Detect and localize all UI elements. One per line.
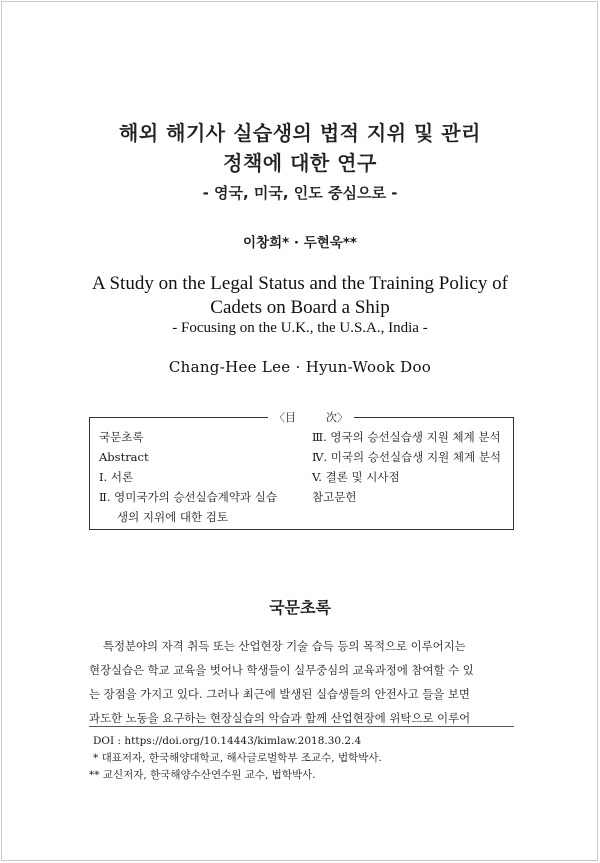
toc-right-column [312,427,501,507]
toc-item[interactable]: Ⅳ. 미국의 승선실습생 지원 체계 분석 [312,450,501,464]
toc-left-column [99,427,277,527]
abstract-line: 과도한 노동을 요구하는 현장실습의 악습과 함께 산업현장에 위탁으로 이루어 [89,711,471,725]
doi-footnote[interactable]: DOI : https://doi.org/10.14443/kimlaw.2018.30.2.4 [93,735,362,747]
toc-heading-right: 次〉 [326,411,348,424]
english-authors: Chang-Hee Lee · Hyun-Wook Doo [168,358,432,376]
toc-item[interactable]: 참고문헌 [312,490,357,504]
korean-title-line-2: 정책에 대한 연구 [223,151,377,175]
footnote-divider [89,726,514,727]
toc-heading [268,409,354,425]
toc-item-continuation: 생의 지위에 대한 검토 [117,510,228,524]
toc-heading-left: 〈目 [274,411,296,424]
korean-subtitle: - 영국, 미국, 인도 중심으로 - [202,184,398,202]
abstract-body [89,634,514,730]
abstract-line: 는 장점을 가지고 있다. 그러나 최근에 발생된 실습생들의 안전사고 들을 보면 [89,687,470,701]
english-title-line-2: Cadets on Board a Ship [210,297,390,318]
korean-title-line-1: 해외 해기사 실습생의 법적 지위 및 관리 [119,121,481,145]
abstract-line: 현장실습은 학교 교육을 벗어나 학생들이 실무중심의 교육과정에 참여할 수 있 [89,663,474,677]
toc-item[interactable]: Ⅲ. 영국의 승선실습생 지원 체계 분석 [312,430,501,444]
english-title-line-1: A Study on the Legal Status and the Training Policy of [92,273,508,294]
abstract-line: 특정분야의 자격 취득 또는 산업현장 기술 습득 등의 목적으로 이루어지는 [103,639,466,653]
korean-authors: 이창희* · 두현욱** [243,235,357,251]
english-subtitle: - Focusing on the U.K., the U.S.A., India - [172,320,428,336]
toc-item[interactable]: 국문초록 [99,430,144,444]
toc-item[interactable]: V. 결론 및 시사점 [312,470,400,484]
footnotes [89,733,382,784]
toc-item[interactable]: Ⅰ. 서론 [99,470,134,484]
author-footnote-2: ** 교신저자, 한국해양수산연수원 교수, 법학박사. [89,769,316,781]
abstract-heading: 국문초록 [269,598,331,617]
toc-item[interactable]: Ⅱ. 영미국가의 승선실습계약과 실습 [99,490,277,504]
author-footnote-1: * 대표저자, 한국해양대학교, 해사글로벌학부 조교수, 법학박사. [93,752,382,764]
toc-item[interactable]: Abstract [99,450,149,464]
